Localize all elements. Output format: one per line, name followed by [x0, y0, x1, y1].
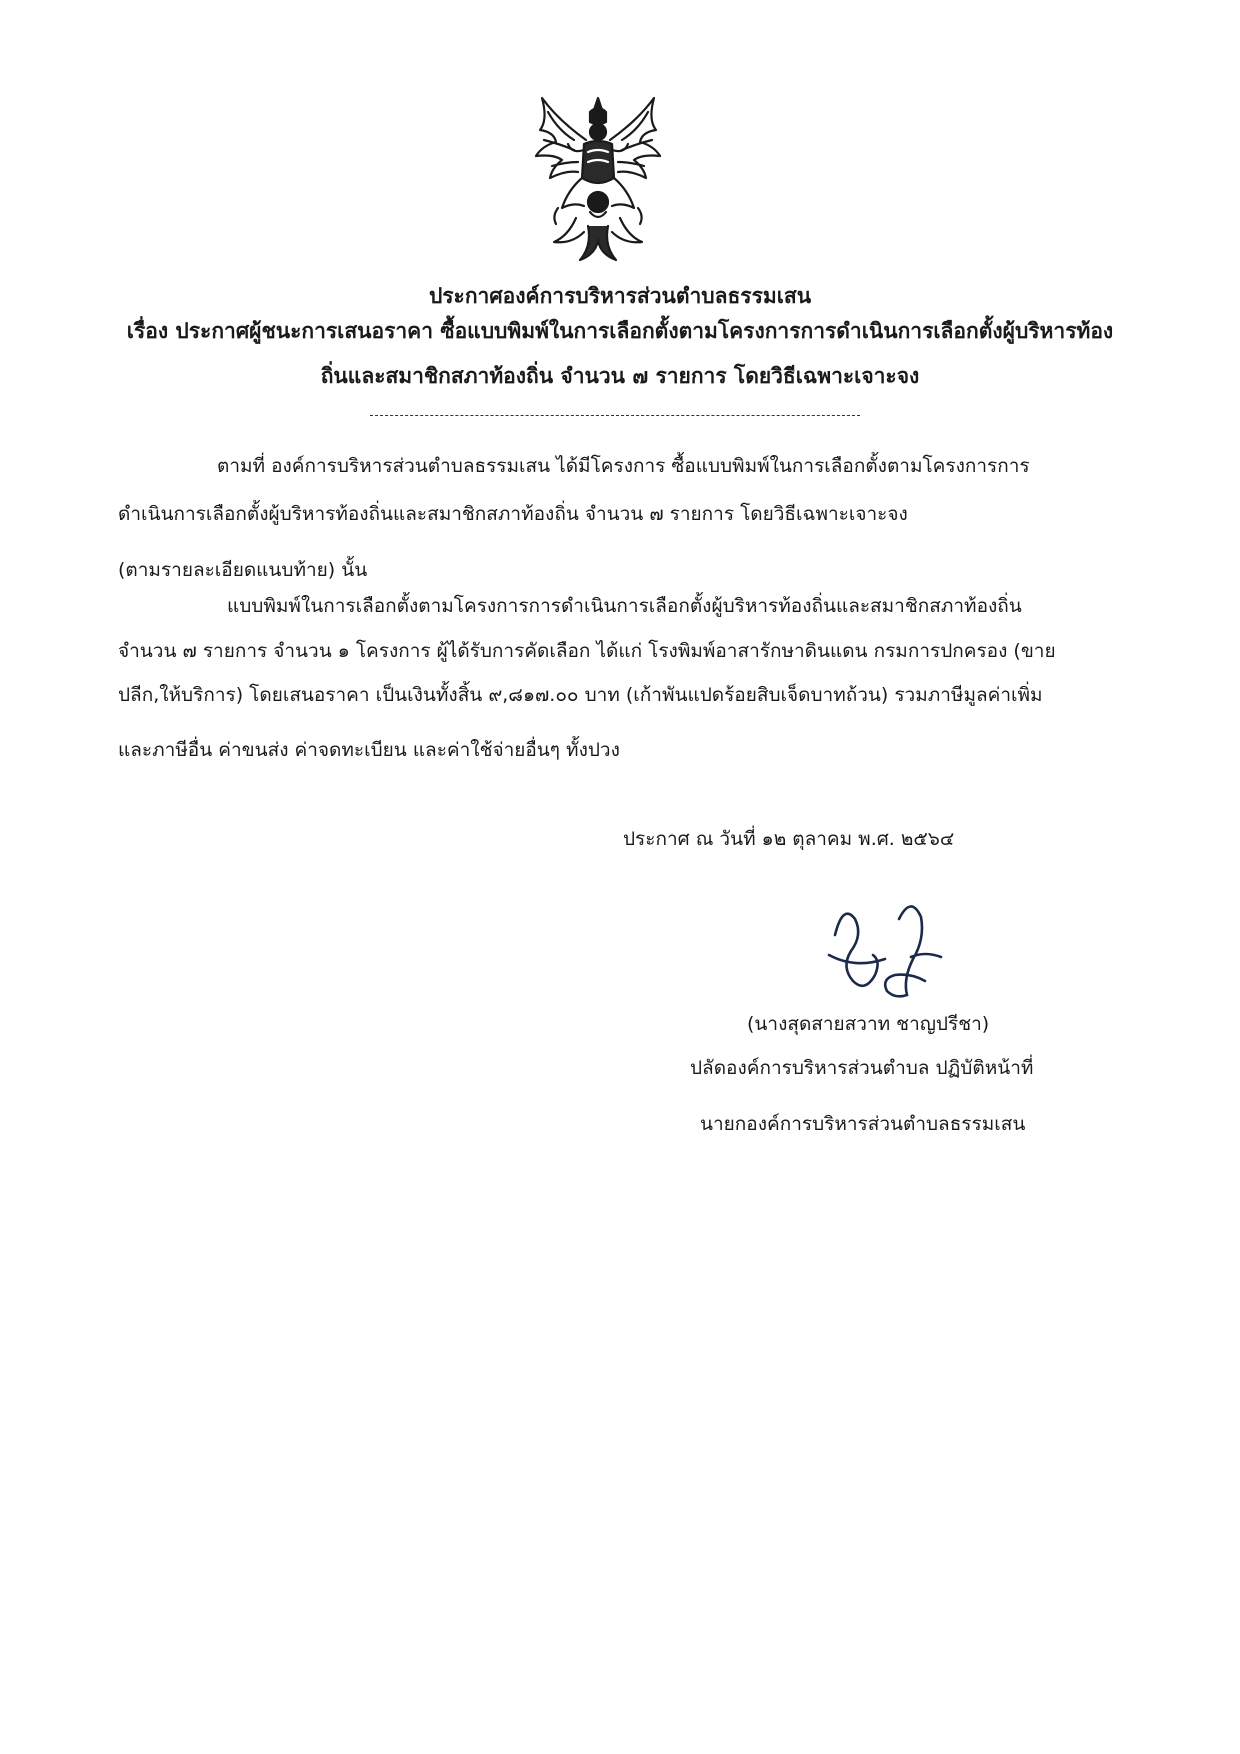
handwritten-signature	[815, 895, 965, 1005]
subject-line-1: เรื่อง ประกาศผู้ชนะการเสนอราคา ซื้อแบบพิมพ์ในการเลือกตั้งตามโครงการการดำเนินการเลือกตั้งผู้บริหารท้อง	[126, 319, 1114, 343]
paragraph-2-line-4: และภาษีอื่น ค่าขนส่ง ค่าจดทะเบียน และค่าใช้จ่ายอื่นๆ ทั้งปวง	[118, 739, 620, 761]
paragraph-2-line-2: จำนวน ๗ รายการ จำนวน ๑ โครงการ ผู้ได้รับการคัดเลือก ได้แก่ โรงพิมพ์อาสารักษาดินแดน กรมการปกครอง (ขาย	[118, 640, 1056, 662]
paragraph-2-line-3: ปลีก,ให้บริการ) โดยเสนอราคา เป็นเงินทั้งสิ้น ๙,๘๑๗.๐๐ บาท (เก้าพันแปดร้อยสิบเจ็ดบาทถ้วน) รวมภาษีมูลค่าเพิ่ม	[118, 684, 1043, 706]
org-title: ประกาศองค์การบริหารส่วนตำบลธรรมเสน	[428, 284, 812, 308]
paragraph-1-line-2: ดำเนินการเลือกตั้งผู้บริหารท้องถิ่นและสมาชิกสภาท้องถิ่น จำนวน ๗ รายการ โดยวิธีเฉพาะเจาะจง	[118, 503, 908, 525]
paragraph-1-line-1: ตามที่ องค์การบริหารส่วนตำบลธรรมเสน ได้มีโครงการ ซื้อแบบพิมพ์ในการเลือกตั้งตามโครงการการ	[217, 455, 1030, 477]
signatory-position-2: นายกองค์การบริหารส่วนตำบลธรรมเสน	[700, 1113, 1026, 1135]
subject-line-2: ถิ่นและสมาชิกสภาท้องถิ่น จำนวน ๗ รายการ โดยวิธีเฉพาะเจาะจง	[320, 364, 920, 388]
garuda-emblem-icon	[528, 90, 668, 265]
paragraph-1-line-3: (ตามรายละเอียดแนบท้าย) นั้น	[118, 559, 368, 581]
signatory-position-1: ปลัดองค์การบริหารส่วนตำบล ปฏิบัติหน้าที่	[690, 1057, 1034, 1079]
separator-line	[370, 415, 860, 416]
announcement-date: ประกาศ ณ วันที่ ๑๒ ตุลาคม พ.ศ. ๒๕๖๔	[623, 828, 955, 850]
paragraph-2-line-1: แบบพิมพ์ในการเลือกตั้งตามโครงการการดำเนินการเลือกตั้งผู้บริหารท้องถิ่นและสมาชิกสภาท้องถิ่น	[227, 595, 1022, 617]
signatory-name: (นางสุดสายสวาท ชาญปรีชา)	[747, 1013, 990, 1035]
